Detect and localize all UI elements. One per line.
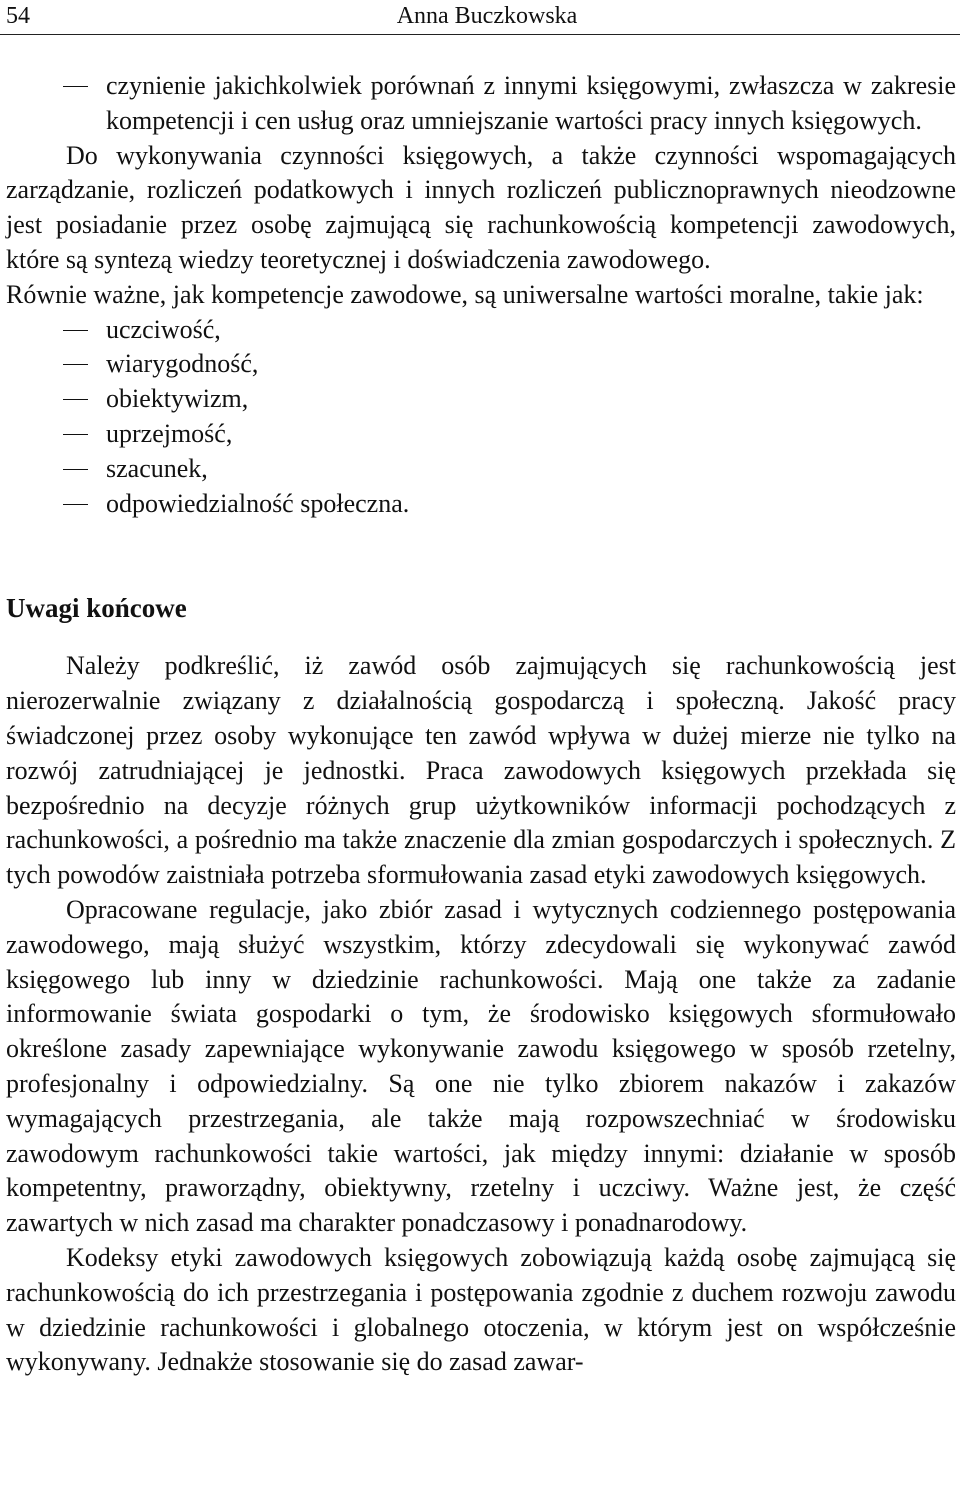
running-head: Anna Buczkowska xyxy=(396,3,578,29)
list-item: obiektywizm, xyxy=(6,382,956,417)
intro-dash-list xyxy=(6,69,956,139)
values-dash-list xyxy=(6,313,956,522)
header-rule xyxy=(0,34,960,35)
paragraph-values: Równie ważne, jak kompetencje zawodowe, są uniwersalne wartości moralne, takie jak: xyxy=(6,279,924,309)
list-item: szacunek, xyxy=(6,452,956,487)
section-heading: Uwagi końcowe xyxy=(6,593,187,624)
paragraph-final-remarks-1: Należy podkreślić, iż zawód osób zajmujących się rachunkowością jest nierozerwalnie związany z działalnością gospodarczą i społeczną. Jakość pracy świadczonej przez osoby wykonujące ten zawód wpływa w dużej mierze nie tylko na rozwój zatrudniającej je jednostki. Praca zawodowych księgowych przekłada się bezpośrednio na decyzje różnych grup użytkowników informacji pochodzących z rachunkowości, a pośrednio ma także znaczenie dla zmian gospodarczych i społecznych. Z tych powodów zaistniała potrzeba sformułowania zasad etyki zawodowych księgowych. xyxy=(6,651,956,890)
paragraph-final-remarks-3: Kodeksy etyki zawodowych księgowych zobowiązują każdą osobę zajmującą się rachunkowością do ich przestrzegania i postępowania zgodnie z duchem rozwoju zawodu w dziedzinie rachunkowości i globalnego otoczenia, w którym jest on współcześnie wykonywany. Jednakże stosowanie się do zasad zawar- xyxy=(6,1242,956,1377)
list-item: uprzejmość, xyxy=(6,417,956,452)
page-number: 54 xyxy=(6,3,30,29)
document-page xyxy=(6,0,956,1380)
list-item: wiarygodność, xyxy=(6,347,956,382)
list-item: uczciwość, xyxy=(6,313,956,348)
list-item: odpowiedzialność społeczna. xyxy=(6,487,956,522)
page-header xyxy=(6,0,956,32)
paragraph-competence: Do wykonywania czynności księgowych, a także czynności wspomagających zarządzanie, rozliczeń podatkowych i innych rozliczeń publicznoprawnych nieodzowne jest posiadanie przez osobę zajmującą się rachunkowością kompetencji zawodowych, które są syntezą wiedzy teoretycznej i doświadczenia zawodowego. xyxy=(6,140,956,274)
paragraph-final-remarks-2: Opracowane regulacje, jako zbiór zasad i wytycznych codziennego postępowania zawodowego, mają służyć wszystkim, którzy zdecydowali się wykonywać zawód księgowego lub inny w dziedzinie rachunkowości. Mają one także za zadanie informowanie świata gospodarki o tym, że środowisko księgowych sformułowało określone zasady zapewniające wykonywanie zawodu księgowego w sposób rzetelny, profesjonalny i odpowiedzialny. Są one nie tylko zbiorem nakazów i zakazów wymagających przestrzegania, ale także mają rozpowszechniać w środowisku zawodowym rachunkowości takie wartości, jak między innymi: działanie w sposób kompetentny, praworządny, obiektywny, rzetelny i uczciwy. Ważne jest, że część zawartych w nich zasad ma charakter ponadczasowy i ponadnarodowy. xyxy=(6,894,956,1238)
list-item: czynienie jakichkolwiek porównań z innymi księgowymi, zwłaszcza w zakresie kompetencji i cen usług oraz umniejszanie wartości pracy innych księgowych. xyxy=(6,69,956,139)
